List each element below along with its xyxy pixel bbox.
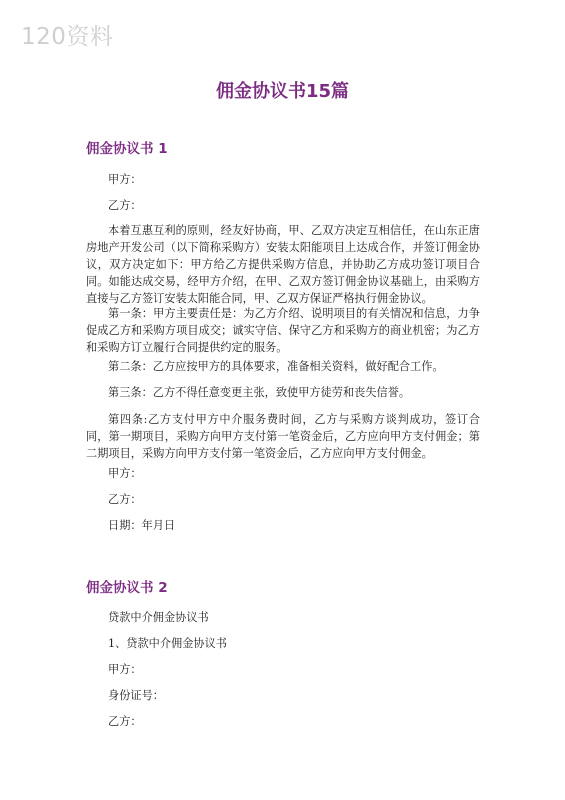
section-heading-2: 佣金协议书 2: [86, 580, 168, 596]
document-title: 佣金协议书15篇: [215, 81, 350, 102]
article-3: 第三条：乙方不得任意变更主张，致使甲方徒劳和丧失信誉。: [108, 386, 411, 399]
section-heading-1: 佣金协议书 1: [86, 141, 168, 157]
section-2-item-1: 1、贷款中介佣金协议书: [108, 637, 227, 650]
article-4: 第四条:乙方支付甲方中介服务费时间，乙方与采购方谈判成功，签订合同，第一期项目，采购方向甲方支付第一笔资金后，乙方应向甲方支付佣金；第二期项目，采购方向甲方支付第一笔资金后，乙方应向甲方支付佣金。: [86, 413, 480, 460]
article-1: 第一条：甲方主要责任是：为乙方介绍、说明项目的有关情况和信息，力争促成乙方和采购方项目成交；诚实守信、保守乙方和采购方的商业机密；为乙方和采购方订立履行合同提供约定的服务。: [86, 307, 480, 354]
section-2-party-a: 甲方：: [108, 663, 142, 676]
signature-party-b: 乙方：: [108, 493, 142, 506]
watermark: 120资料: [21, 24, 114, 50]
party-b-label: 乙方：: [108, 199, 142, 212]
section-2-id-number: 身份证号：: [108, 689, 164, 702]
party-a-label: 甲方：: [108, 173, 142, 186]
section-2-party-b: 乙方：: [108, 715, 142, 728]
section-2-subtitle: 贷款中介佣金协议书: [108, 611, 209, 624]
intro-paragraph: 本着互惠互利的原则，经友好协商，甲、乙双方决定互相信任，在山东正唐房地产开发公司（以下简称采购方）安装太阳能项目上达成合作，并签订佣金协议，双方决定如下：甲方给乙方提供采购方信息，并协助乙方成功签订项目合同。如能达成交易，经甲方介绍，在甲、乙双方签订佣金协议基础上，由采购方直接与乙方签订安装太阳能合同，甲、乙双方保证严格执行佣金协议。: [86, 224, 480, 305]
article-2: 第二条：乙方应按甲方的具体要求，准备相关资料，做好配合工作。: [108, 360, 444, 373]
signature-party-a: 甲方：: [108, 467, 142, 480]
signature-date: 日期：年月日: [108, 519, 176, 532]
